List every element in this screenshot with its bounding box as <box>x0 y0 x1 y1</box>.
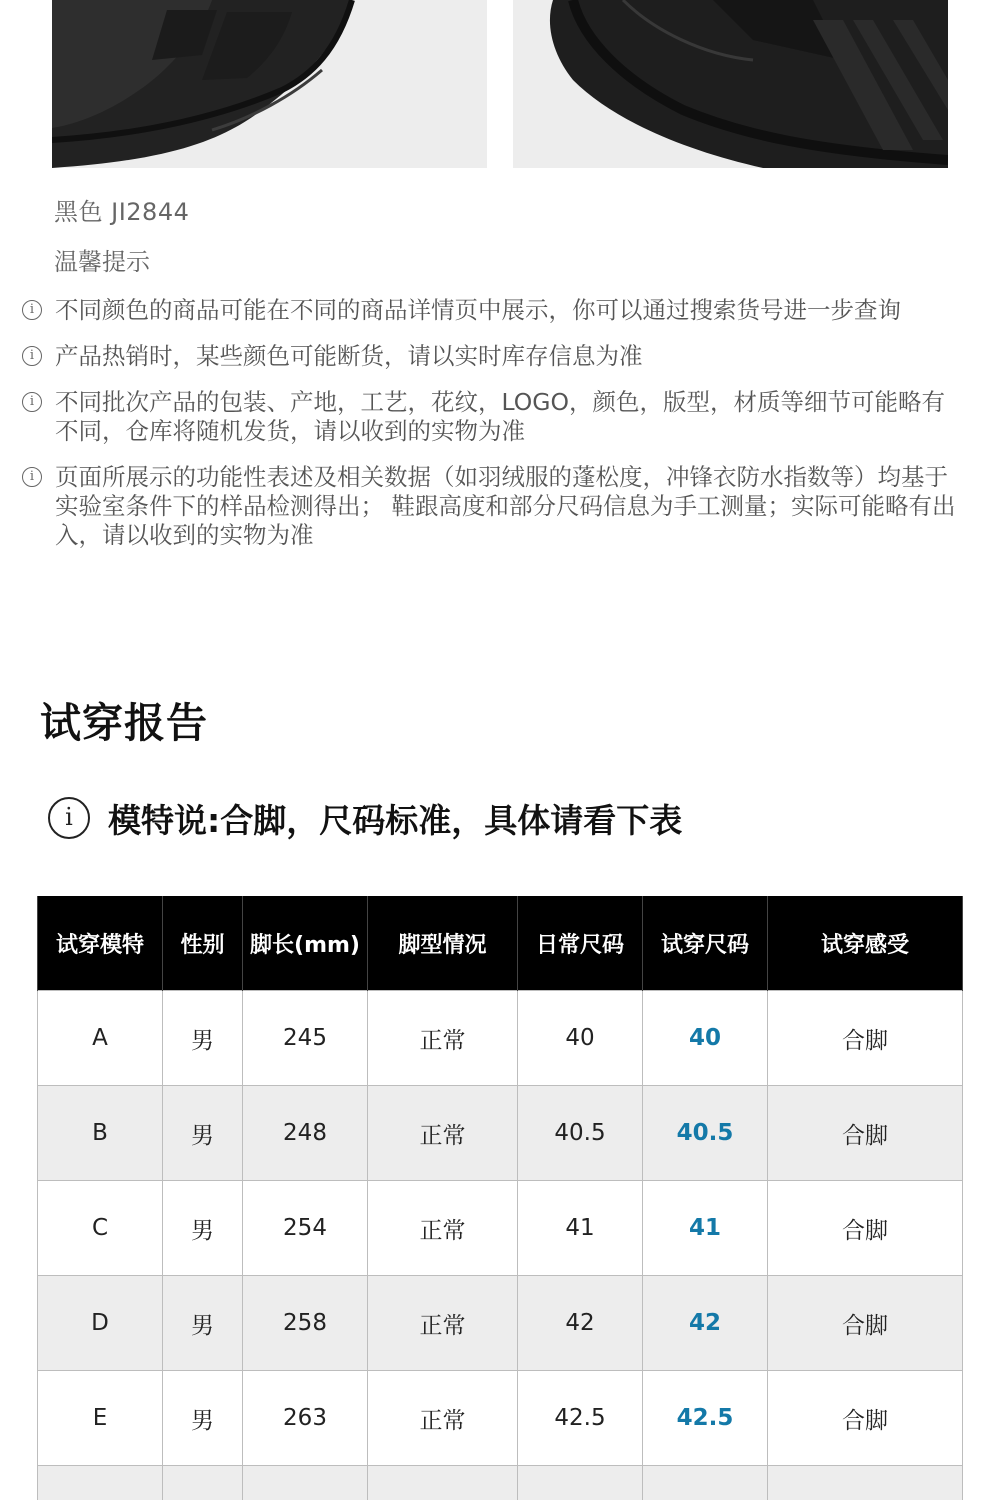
foot-shape-cell: 正常 <box>368 1276 518 1371</box>
product-color-code: 黑色 JI2844 <box>54 198 190 226</box>
foot-length-cell: 245 <box>243 991 368 1086</box>
fit-feeling-cell: 合脚 <box>768 1086 963 1181</box>
notice-text: 不同批次产品的包装、产地，工艺，花纹，LOGO，颜色，版型，材质等细节可能略有不同，仓库将随机发货，请以收到的实物为准 <box>55 388 945 445</box>
foot-shape-cell: 正常 <box>368 1371 518 1466</box>
info-icon: i <box>22 346 42 366</box>
try-on-report-title: 试穿报告 <box>40 699 208 747</box>
gender-cell: 男 <box>163 991 243 1086</box>
foot-length-cell: 254 <box>243 1181 368 1276</box>
model-comment-text: 模特说:合脚，尺码标准，具体请看下表 <box>108 800 683 840</box>
model-cell: C <box>38 1181 163 1276</box>
fit-feeling-cell <box>768 1466 963 1500</box>
daily-size-cell: 41 <box>518 1181 643 1276</box>
fit-feeling-cell: 合脚 <box>768 1181 963 1276</box>
fit-feeling-cell: 合脚 <box>768 1276 963 1371</box>
product-photo-right[interactable] <box>513 0 948 168</box>
gender-cell: 男 <box>163 1371 243 1466</box>
foot-length-cell: 258 <box>243 1276 368 1371</box>
foot-length-cell <box>243 1466 368 1500</box>
model-cell: D <box>38 1276 163 1371</box>
tried-size-cell: 40 <box>643 991 768 1086</box>
column-header: 日常尺码 <box>518 896 643 991</box>
info-icon: i <box>22 467 42 487</box>
notice-item <box>22 296 967 325</box>
model-cell: B <box>38 1086 163 1181</box>
foot-shape-cell: 正常 <box>368 1086 518 1181</box>
tried-size-cell: 42.5 <box>643 1371 768 1466</box>
daily-size-cell: 42.5 <box>518 1371 643 1466</box>
foot-length-cell: 248 <box>243 1086 368 1181</box>
tried-size-cell: 41 <box>643 1181 768 1276</box>
notice-text: 页面所展示的功能性表述及相关数据（如羽绒服的蓬松度，冲锋衣防水指数等）均基于实验室条件下的样品检测得出； 鞋跟高度和部分尺码信息为手工测量；实际可能略有出入，请以收到的实物为准 <box>55 463 956 549</box>
tried-size-cell: 42 <box>643 1276 768 1371</box>
notice-title: 温馨提示 <box>54 248 150 276</box>
notice-text: 产品热销时，某些颜色可能断货，请以实时库存信息为准 <box>55 342 643 370</box>
model-cell: E <box>38 1371 163 1466</box>
info-icon: i <box>48 797 90 839</box>
foot-shape-cell: 正常 <box>368 1181 518 1276</box>
tried-size-cell <box>643 1466 768 1500</box>
column-header: 试穿模特 <box>38 896 163 991</box>
column-header: 脚型情况 <box>368 896 518 991</box>
column-header: 试穿尺码 <box>643 896 768 991</box>
table-row <box>38 1371 963 1466</box>
column-header: 脚长(mm) <box>243 896 368 991</box>
fit-feeling-cell: 合脚 <box>768 991 963 1086</box>
product-photo-left[interactable] <box>52 0 487 168</box>
notice-item <box>22 342 967 371</box>
notice-list <box>22 296 967 567</box>
daily-size-cell: 40.5 <box>518 1086 643 1181</box>
column-header: 性别 <box>163 896 243 991</box>
table-header-row <box>38 896 963 991</box>
daily-size-cell: 42 <box>518 1276 643 1371</box>
foot-shape-cell <box>368 1466 518 1500</box>
foot-shape-cell: 正常 <box>368 991 518 1086</box>
foot-length-cell: 263 <box>243 1371 368 1466</box>
daily-size-cell: 40 <box>518 991 643 1086</box>
daily-size-cell <box>518 1466 643 1500</box>
gender-cell: 男 <box>163 1086 243 1181</box>
info-icon: i <box>22 300 42 320</box>
size-fit-table <box>37 896 963 1500</box>
notice-text: 不同颜色的商品可能在不同的商品详情页中展示，你可以通过搜索货号进一步查询 <box>55 296 901 324</box>
gender-cell: 男 <box>163 1181 243 1276</box>
model-cell <box>38 1466 163 1500</box>
notice-item <box>22 463 967 550</box>
notice-item <box>22 388 967 446</box>
gender-cell: 男 <box>163 1276 243 1371</box>
table-row <box>38 991 963 1086</box>
table-row <box>38 1086 963 1181</box>
table-row <box>38 1466 963 1500</box>
table-row <box>38 1276 963 1371</box>
gender-cell <box>163 1466 243 1500</box>
tried-size-cell: 40.5 <box>643 1086 768 1181</box>
model-cell: A <box>38 991 163 1086</box>
column-header: 试穿感受 <box>768 896 963 991</box>
table-row <box>38 1181 963 1276</box>
fit-feeling-cell: 合脚 <box>768 1371 963 1466</box>
model-comment <box>48 796 682 840</box>
info-icon: i <box>22 392 42 412</box>
